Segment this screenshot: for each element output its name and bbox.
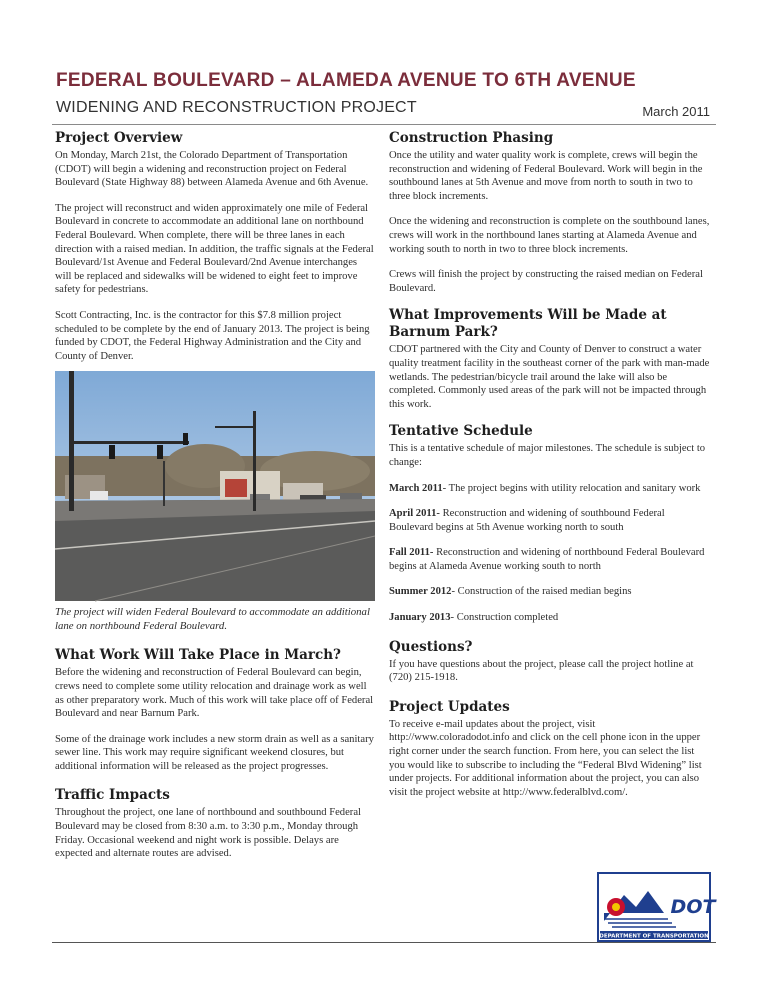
schedule-date: March 2011 [389, 482, 443, 494]
overview-heading: Project Overview [55, 130, 183, 146]
phasing-heading: Construction Phasing [389, 130, 554, 146]
traffic-paragraph: Throughout the project, one lane of northbound and southbound Federal Boulevard may be closed from 8:30 a.m. to 3:30 p.m., Monday through Friday. Occasional weekend and night work is possible. Delays are expected and alternate routes are advised. [55, 807, 361, 860]
schedule-date: January 2013 [389, 612, 451, 624]
overview-paragraph-1: On Monday, March 21st, the Colorado Department of Transportation (CDOT) will begin a widening and reconstruction project on Federal Boulevard (State Highway 88) between Alameda Avenue and 6th Avenue. [55, 150, 369, 189]
traffic-heading: Traffic Impacts [55, 787, 170, 804]
schedule-item [389, 611, 711, 625]
updates-paragraph: To receive e-mail updates about the project, visit http://www.coloradodot.info and click on the cell phone icon in the upper right corner under the search function. From here, you can select the list you would like to subscribe to including the “Federal Blvd Widening” list under projects. For additional information about the project, you can also visit the project website at http://www.federalblvd.com/. [389, 718, 702, 798]
schedule-item [389, 585, 711, 599]
march-work-paragraph-1: Before the widening and reconstruction of Federal Boulevard can begin, crews need to complete some utility relocation and drainage work as well as other preparatory work. Much of this work will take place off of Federal Boulevard and near Barnum Park. [55, 667, 374, 720]
schedule-heading: Tentative Schedule [389, 423, 533, 440]
schedule-date: Summer 2012 [389, 586, 452, 598]
schedule-text: - Construction completed [450, 612, 559, 624]
schedule-text: Reconstruction and widening of southbound Federal Boulevard begins at 5th Avenue working north to south [389, 508, 665, 533]
march-work-heading: What Work Will Take Place in March? [55, 647, 341, 664]
schedule-item [389, 546, 711, 573]
phasing-paragraph-3: Crews will finish the project by constructing the raised median on Federal Boulevard. [389, 269, 703, 294]
barnum-paragraph: CDOT partnered with the City and County of Denver to construct a water quality treatment facility in the southeast corner of the park with man-made wetlands. The pedestrian/bicycle trail around the lake will also be completed. Commonly used areas of the park will not be impacted through this work. [389, 344, 710, 410]
schedule-text: - Construction of the raised median begins [451, 586, 632, 598]
march-work-paragraph-2: Some of the drainage work includes a new storm drain as well as a sanitary sewer line. This work may require significant weekend closures, but additional information will be released as the project progresses. [55, 733, 374, 772]
barnum-heading: What Improvements Will be Made at Barnum Park? [389, 307, 667, 341]
photo-caption: The project will widen Federal Boulevard to accommodate an additional lane on northbound Federal Boulevard. [55, 606, 370, 633]
overview-paragraph-2: The project will reconstruct and widen approximately one mile of Federal Boulevard in concrete to accommodate an additional lane on northbound Federal Boulevard. When complete, there will be three lanes in each direction with a raised median. In addition, the traffic signals at the Federal Boulevard/1st Avenue and Federal Boulevard/2nd Avenue interchanges will be replaced and sidewalks will be widened to eight feet to improve safety for pedestrians. [55, 202, 374, 296]
right-column [389, 130, 711, 811]
header-divider [52, 124, 716, 125]
logo-subtext: DEPARTMENT OF TRANSPORTATION [599, 933, 709, 940]
schedule-text: - The project begins with utility relocation and sanitary work [442, 482, 701, 494]
issue-date: March 2011 [642, 104, 710, 119]
schedule-item [389, 507, 711, 534]
phasing-paragraph-1: Once the utility and water quality work is complete, crews will begin the reconstruction and widening of Federal Boulevard. Work will begin in the southbound lanes at 5th Avenue and move from north to south in two to three block increments. [389, 150, 703, 202]
questions-heading: Questions? [389, 638, 473, 655]
footer-divider [52, 942, 716, 943]
schedule-item [389, 482, 711, 496]
schedule-intro: This is a tentative schedule of major milestones. The schedule is subject to change: [389, 443, 706, 468]
page-title: FEDERAL BOULEVARD – ALAMEDA AVENUE TO 6TH AVENUE [56, 70, 636, 91]
schedule-date: Fall 2011- [389, 547, 434, 559]
schedule-date: April 2011- [389, 508, 440, 520]
overview-paragraph-3: Scott Contracting, Inc. is the contractor for this $7.8 million project scheduled to be complete by the end of January 2013. The project is being funded by CDOT, the Federal Highway Administration and the City and County of Denver. [55, 309, 370, 362]
cdot-logo [598, 873, 716, 941]
questions-paragraph: If you have questions about the project, please call the project hotline at (720) 215-1918. [389, 658, 694, 684]
schedule-text: Reconstruction and widening of northbound Federal Boulevard begins at Alameda Avenue working south to north [389, 547, 705, 572]
page-subtitle: WIDENING AND RECONSTRUCTION PROJECT [56, 99, 417, 116]
street-photo [55, 371, 375, 601]
left-column [55, 130, 375, 873]
logo-wordmark: DOT [670, 896, 716, 918]
phasing-paragraph-2: Once the widening and reconstruction is complete on the southbound lanes, crews will work in the northbound lanes starting at Alameda Avenue and working south to north in two to three block increments. [389, 216, 710, 255]
updates-heading: Project Updates [389, 698, 510, 715]
